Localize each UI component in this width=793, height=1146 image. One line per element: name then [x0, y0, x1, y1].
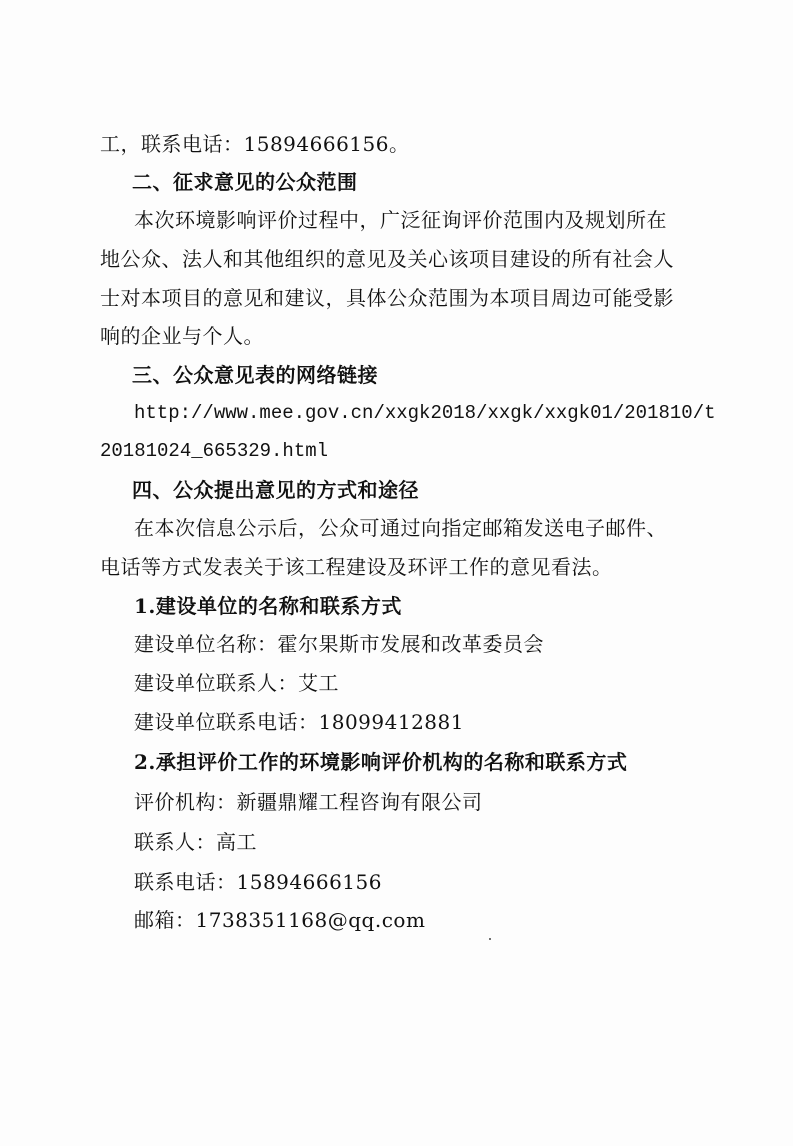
builder-name: 建设单位名称：霍尔果斯市发展和改革委员会 [134, 632, 544, 656]
section-3-heading: 三、公众意见表的网络链接 [132, 363, 378, 387]
section-4-heading: 四、公众提出意见的方式和途径 [132, 478, 419, 502]
section-2-paragraph-line-3: 士对本项目的意见和建议，具体公众范围为本项目周边可能受影 [100, 286, 674, 310]
builder-info-heading: 1.建设单位的名称和联系方式 [134, 594, 402, 618]
public-opinion-form-link-line-1[interactable]: http://www.mee.gov.cn/xxgk2018/xxgk/xxgk01/201810/t [134, 402, 716, 424]
section-2-paragraph-line-1: 本次环境影响评价过程中，广泛征询评价范围内及规划所在 [134, 208, 667, 232]
section-2-paragraph-line-2: 地公众、法人和其他组织的意见及关心该项目建设的所有社会人 [100, 247, 674, 271]
evaluator-info-heading: 2.承担评价工作的环境影响评价机构的名称和联系方式 [134, 750, 628, 774]
evaluator-contact-person: 联系人：高工 [134, 830, 257, 854]
public-opinion-form-link-line-2[interactable]: 20181024_665329.html [100, 440, 329, 462]
evaluator-phone: 联系电话：15894666156 [134, 870, 382, 894]
evaluator-email: 邮箱：1738351168@qq.com [134, 908, 426, 932]
builder-contact-person: 建设单位联系人：艾工 [134, 671, 339, 695]
section-2-heading: 二、征求意见的公众范围 [132, 170, 358, 194]
scan-speck [489, 938, 491, 940]
section-4-paragraph-line-2: 电话等方式发表关于该工程建设及环评工作的意见看法。 [100, 555, 613, 579]
section-2-paragraph-line-4: 响的企业与个人。 [100, 324, 264, 348]
builder-phone: 建设单位联系电话：18099412881 [134, 710, 464, 734]
contact-line-continued: 工，联系电话：15894666156。 [100, 132, 410, 156]
evaluator-organization: 评价机构：新疆鼎耀工程咨询有限公司 [134, 790, 483, 814]
section-4-paragraph-line-1: 在本次信息公示后，公众可通过向指定邮箱发送电子邮件、 [134, 516, 667, 540]
